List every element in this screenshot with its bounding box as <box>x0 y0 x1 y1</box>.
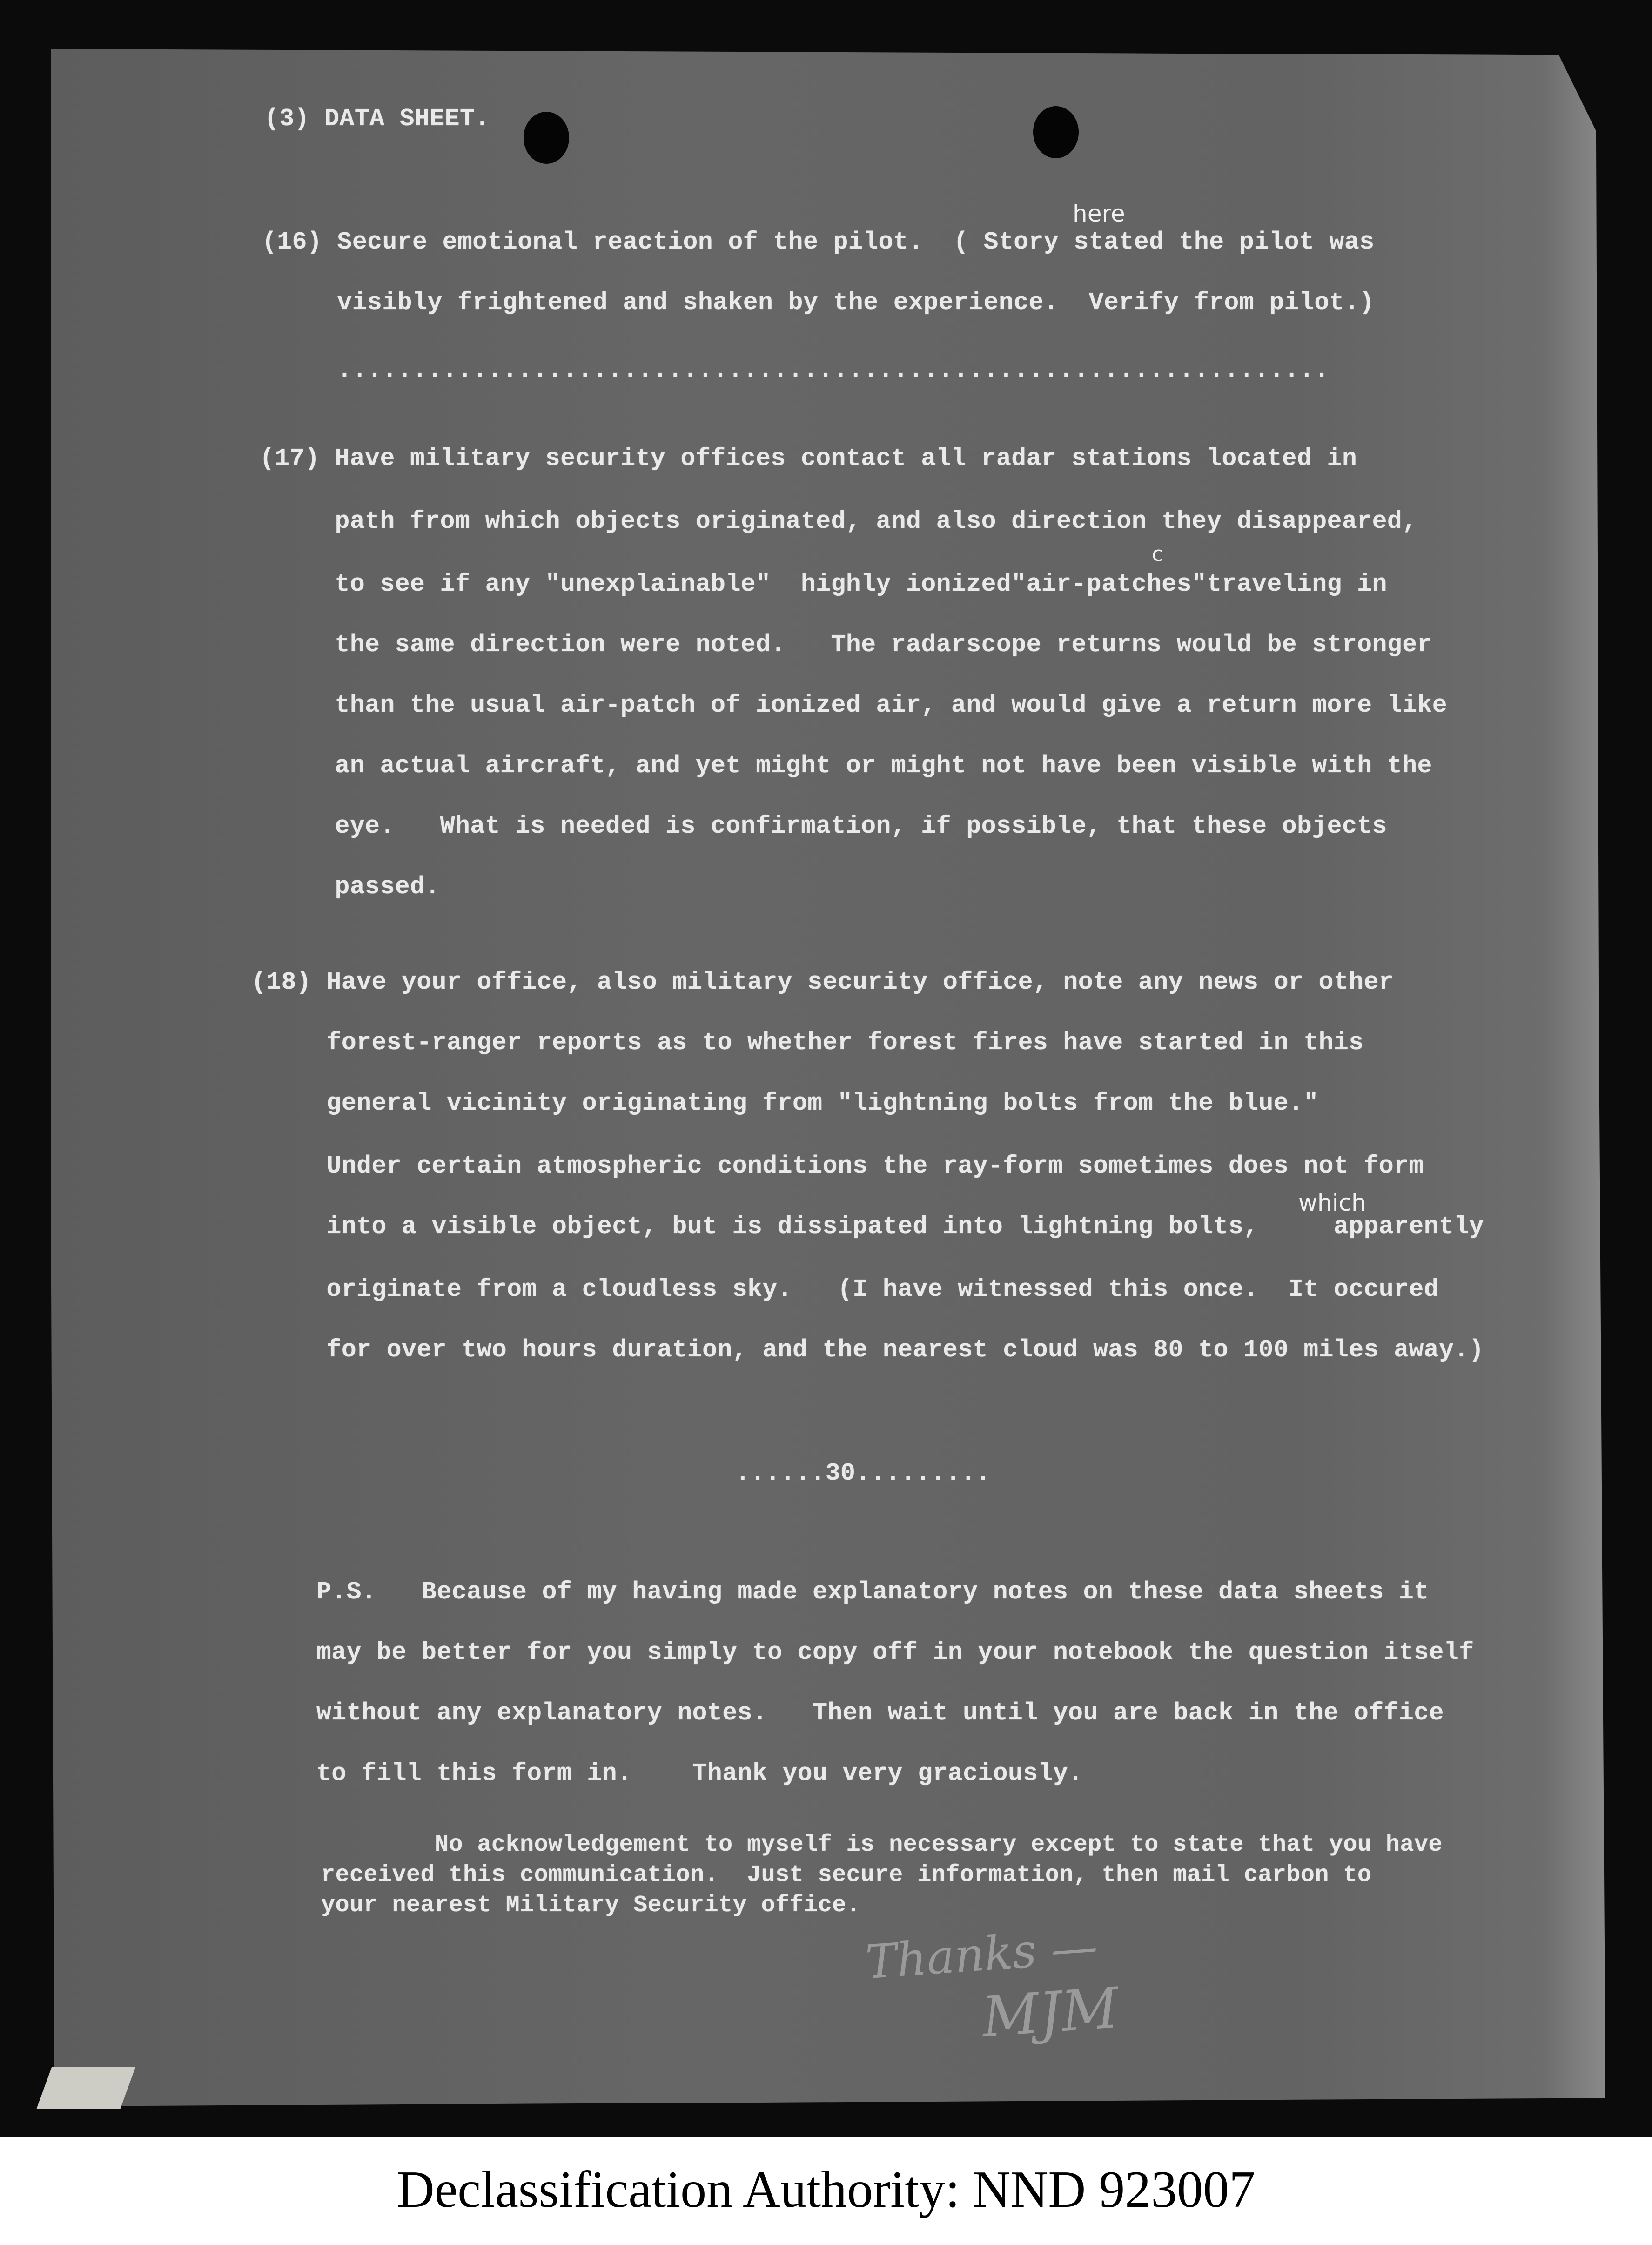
page-corner <box>37 2067 136 2109</box>
data-sheet-header: (3) DATA SHEET. <box>264 105 490 133</box>
handwritten-insertion-here: here <box>1073 200 1125 227</box>
para18-line2: forest-ranger reports as to whether forest fires have started in this <box>251 1029 1364 1057</box>
handwritten-insertion-which: which <box>1298 1189 1366 1216</box>
closing-line1: No acknowledgement to myself is necessary except to state that you have <box>321 1832 1443 1858</box>
signature-thanks: Thanks — <box>864 1919 1100 1990</box>
closing-line2: received this communication. Just secure information, then mail carbon to <box>321 1862 1372 1888</box>
para17-line2: path from which objects originated, and also direction they disappeared, <box>260 507 1417 535</box>
ps-line3: without any explanatory notes. Then wait until you are back in the office <box>316 1699 1444 1727</box>
para17-line1: (17) Have military security offices contact all radar stations located in <box>260 445 1357 472</box>
punch-hole-right <box>1033 106 1079 158</box>
para18-line7: for over two hours duration, and the nearest cloud was 80 to 100 miles away.) <box>251 1336 1484 1364</box>
para18-line1: (18) Have your office, also military security office, note any news or other <box>251 968 1394 996</box>
para18-line3: general vicinity originating from "lightning bolts from the blue." <box>251 1089 1319 1117</box>
punch-hole-left <box>524 112 569 164</box>
para17-line3: to see if any "unexplainable" highly ionized"air-patches"traveling in <box>260 570 1387 598</box>
para17-line4: the same direction were noted. The radarscope returns would be stronger <box>260 631 1432 659</box>
ps-line1: P.S. Because of my having made explanatory notes on these data sheets it <box>316 1578 1429 1606</box>
ps-line4: to fill this form in. Thank you very graciously. <box>316 1760 1083 1787</box>
para17-line5: than the usual air-patch of ionized air, and would give a return more like <box>260 691 1448 719</box>
para18-line4: Under certain atmospheric conditions the ray-form sometimes does not form <box>251 1152 1424 1180</box>
para18-line6: originate from a cloudless sky. (I have witnessed this once. It occured <box>251 1275 1439 1303</box>
signature-initials: MJM <box>980 1975 1121 2050</box>
ps-line2: may be better for you simply to copy off in your notebook the question itself <box>316 1638 1474 1666</box>
para17-line6: an actual aircraft, and yet might or might not have been visible with the <box>260 752 1432 780</box>
para16-line1: (16) Secure emotional reaction of the pilot. ( Story stated the pilot was <box>262 228 1375 256</box>
closing-line3: your nearest Military Security office. <box>321 1892 861 1919</box>
declassification-authority: Declassification Authority: NND 923007 <box>396 2161 1256 2218</box>
separator-dots: .................................................................. <box>262 356 1330 384</box>
para17-line8: passed. <box>260 873 440 901</box>
para18-line5: into a visible object, but is dissipated into lightning bolts, apparently <box>251 1213 1484 1240</box>
para16-line2: visibly frightened and shaken by the experience. Verify from pilot.) <box>262 289 1375 317</box>
handwritten-insertion-c: c <box>1152 542 1163 566</box>
para17-line7: eye. What is needed is confirmation, if possible, that these objects <box>260 812 1387 840</box>
page-number: ......30......... <box>735 1459 991 1487</box>
